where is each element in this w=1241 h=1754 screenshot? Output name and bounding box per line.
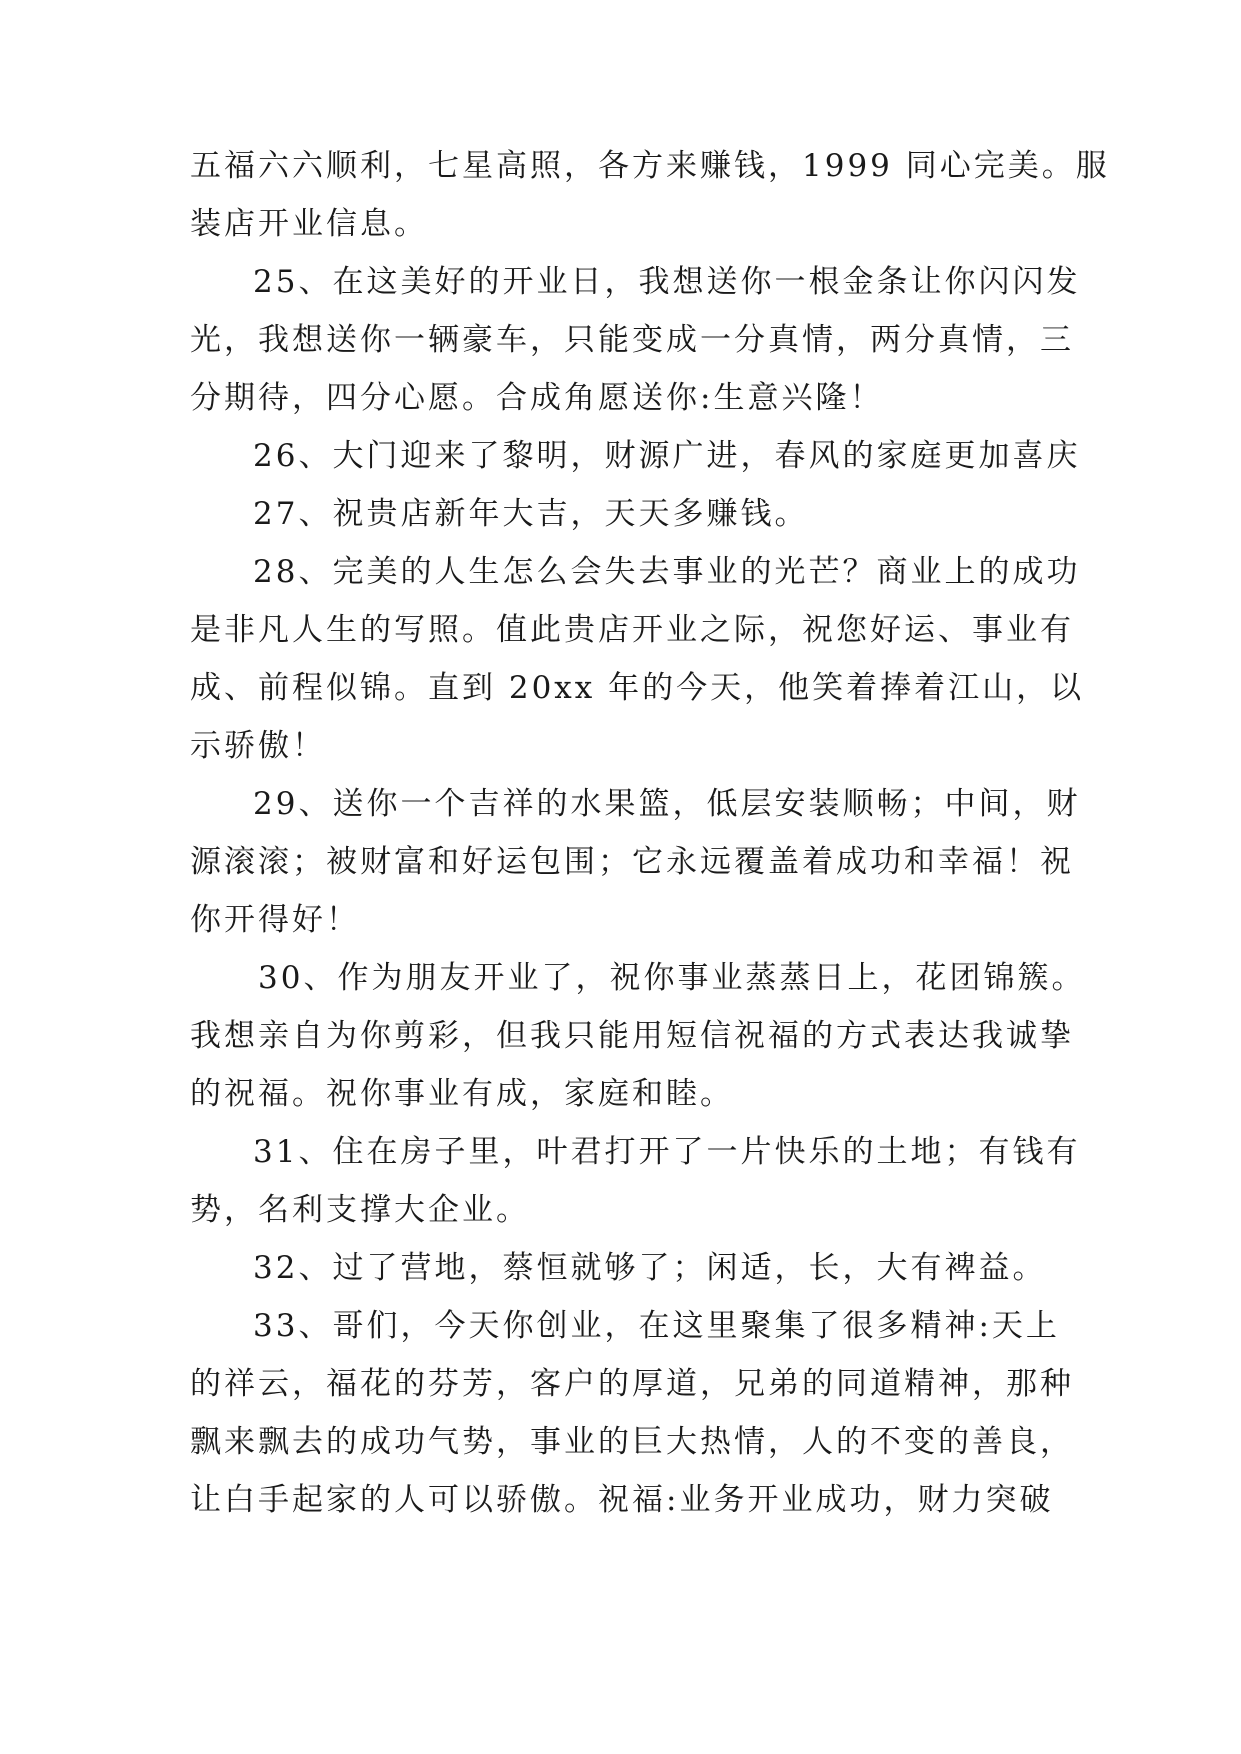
text-line: 光，我想送你一辆豪车，只能变成一分真情，两分真情，三 — [190, 322, 1074, 358]
text-line: 31、住在房子里，叶君打开了一片快乐的土地；有钱有 — [253, 1134, 1081, 1170]
text-line: 27、祝贵店新年大吉，天天多赚钱。 — [253, 496, 809, 532]
text-line: 26、大门迎来了黎明，财源广进，春风的家庭更加喜庆 — [253, 438, 1081, 474]
text-line: 让白手起家的人可以骄傲。祝福:业务开业成功，财力突破 — [190, 1482, 1054, 1518]
text-line: 的祝福。祝你事业有成，家庭和睦。 — [190, 1076, 734, 1112]
text-line: 33、哥们，今天你创业，在这里聚集了很多精神:天上 — [253, 1308, 1060, 1344]
text-line: 你开得好！ — [190, 902, 360, 938]
text-line: 源滚滚；被财富和好运包围；它永远覆盖着成功和幸福！祝 — [190, 844, 1074, 880]
text-line: 是非凡人生的写照。值此贵店开业之际，祝您好运、事业有 — [190, 612, 1074, 648]
text-line: 25、在这美好的开业日，我想送你一根金条让你闪闪发 — [253, 264, 1081, 300]
text-line: 五福六六顺利，七星高照，各方来赚钱，1999 同心完美。服 — [190, 148, 1110, 184]
text-line: 装店开业信息。 — [190, 206, 428, 242]
text-line: 飘来飘去的成功气势，事业的巨大热情，人的不变的善良， — [190, 1424, 1074, 1460]
text-line: 示骄傲！ — [190, 728, 326, 764]
text-line: 28、完美的人生怎么会失去事业的光芒？商业上的成功 — [253, 554, 1081, 590]
text-line: 29、送你一个吉祥的水果篮，低层安装顺畅；中间，财 — [253, 786, 1081, 822]
text-line: 30、作为朋友开业了，祝你事业蒸蒸日上，花团锦簇。 — [258, 960, 1086, 996]
text-line: 我想亲自为你剪彩，但我只能用短信祝福的方式表达我诚挚 — [190, 1018, 1074, 1054]
text-line: 分期待，四分心愿。合成角愿送你:生意兴隆！ — [190, 380, 884, 416]
text-line: 势，名利支撑大企业。 — [190, 1192, 530, 1228]
text-line: 成、前程似锦。直到 20xx 年的今天，他笑着捧着江山，以 — [190, 670, 1085, 706]
text-line: 的祥云，福花的芬芳，客户的厚道，兄弟的同道精神，那种 — [190, 1366, 1074, 1402]
text-line: 32、过了营地，蔡恒就够了；闲适，长，大有裨益。 — [253, 1250, 1047, 1286]
